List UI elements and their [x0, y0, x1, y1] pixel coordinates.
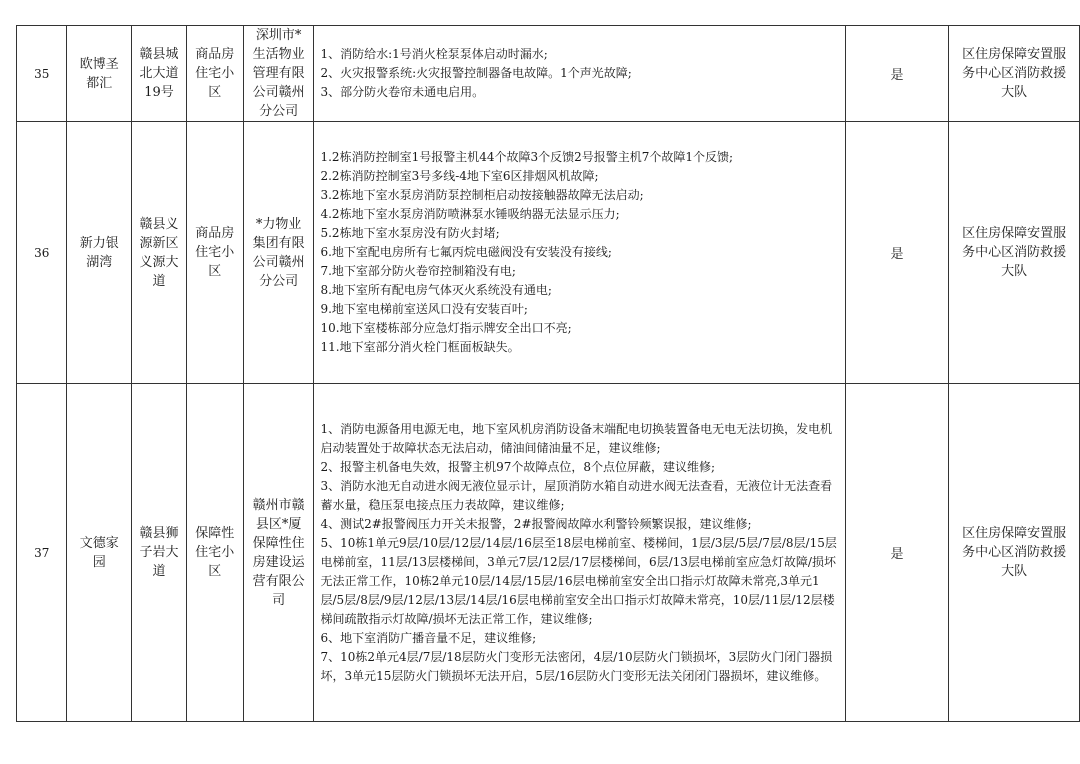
table-row [17, 26, 1080, 122]
address: 赣县狮子岩大道 [139, 526, 179, 579]
property-type-cell [186, 384, 243, 722]
table-body [17, 26, 1080, 722]
address: 赣县义源新区义源大道 [139, 216, 179, 289]
issue-item: 9.地下室电梯前室送风口没有安装百叶; [320, 302, 528, 316]
rectified-status: 是 [845, 122, 949, 384]
issue-item: 1.2栋消防控制室1号报警主机44个故障3个反馈2号报警主机7个故障1个反馈; [320, 150, 734, 164]
community-name-cell [67, 384, 132, 722]
responsible-unit: 区住房保障安置服务中心区消防救援大队 [962, 47, 1067, 100]
issue-item: 8.地下室所有配电房气体灭火系统没有通电; [320, 283, 552, 297]
management-company-cell [243, 384, 314, 722]
management-company-cell [243, 122, 314, 384]
issue-item: 11.地下室部分消火栓门框面板缺失。 [320, 340, 520, 354]
issue-item: 1、消防给水:1号消火栓泵泵体启动时漏水; [320, 47, 548, 61]
responsible-unit-cell [949, 384, 1080, 722]
management-company: *力物业集团有限公司赣州分公司 [252, 216, 305, 289]
community-name-cell [67, 26, 132, 122]
issue-item: 7.地下室部分防火卷帘控制箱没有电; [320, 264, 516, 278]
issue-item: 10.地下室楼栋部分应急灯指示牌安全出口不亮; [320, 321, 572, 335]
issue-item: 2.2栋消防控制室3号多线-4地下室6区排烟风机故障; [320, 169, 599, 183]
management-company-cell [243, 26, 314, 122]
issue-item: 5、10栋1单元9层/10层/12层/14层/16层至18层电梯前室、楼梯间，1层/3层/5层/7层/8层/15层电梯前室，11层/13层楼梯间，3单元7层/12层/17层楼梯间，6层/13层电梯前室应急灯故障/损坏无法正常工作，10栋2单元10层/14层/15层/16层电梯前室安全出口指示灯故障未常亮,3单元1层/5层/8层/9层/12层/13层/14层/16层电梯前室安全出口指示灯故障未常亮，10层/11层/12层楼梯间疏散指示灯故障/损坏无法正常工作，建议维修; [320, 535, 837, 626]
property-type-cell [186, 122, 243, 384]
community-name-cell [67, 122, 132, 384]
address-cell [132, 384, 187, 722]
issues-cell [314, 26, 845, 122]
address-cell [132, 26, 187, 122]
issue-item: 2、火灾报警系统:火灾报警控制器备电故障。1个声光故障; [320, 66, 632, 80]
issue-item: 7、10栋2单元4层/7层/18层防火门变形无法密闭，4层/10层防火门锁损坏，3层防火门闭门器损坏，3单元15层防火门锁损坏无法开启，5层/16层防火门变形无法关闭闭门器损坏，建议维修。 [320, 649, 833, 683]
table-row [17, 384, 1080, 722]
rectified-status: 是 [845, 384, 949, 722]
issue-item: 6.地下室配电房所有七氟丙烷电磁阀没有安装没有接线; [320, 245, 612, 259]
issue-item: 3、部分防火卷帘未通电启用。 [320, 85, 485, 99]
responsible-unit-cell [949, 26, 1080, 122]
rectified-status: 是 [845, 26, 949, 122]
table-row [17, 122, 1080, 384]
row-index: 35 [17, 26, 67, 122]
property-type: 保障性住宅小区 [195, 526, 235, 579]
property-type-cell [186, 26, 243, 122]
issue-item: 3.2栋地下室水泵房消防泵控制柜启动按接触器故障无法启动; [320, 188, 644, 202]
inspection-table [16, 25, 1080, 722]
issue-item: 3、消防水池无自动进水阀无液位显示计，屋顶消防水箱自动进水阀无法查看，无液位计无法查看蓄水量，稳压泵电接点压力表故障，建议维修; [320, 478, 833, 512]
community-name: 新力银湖湾 [79, 235, 119, 270]
issues-cell [314, 384, 845, 722]
issue-item: 6、地下室消防广播音量不足，建议维修; [320, 630, 537, 645]
issue-item: 1、消防电源备用电源无电，地下室风机房消防设备末端配电切换装置备电无电无法切换，发电机启动装置处于故障状态无法启动，储油间储油量不足，建议维修; [320, 421, 833, 455]
issues-cell [314, 122, 845, 384]
issue-item: 5.2栋地下室水泵房没有防火封堵; [320, 226, 500, 240]
community-name: 欧博圣都汇 [79, 56, 119, 91]
address: 赣县城北大道19号 [139, 47, 179, 100]
address-cell [132, 122, 187, 384]
management-company: 赣州市赣县区*厦保障性住房建设运营有限公司 [252, 497, 305, 608]
responsible-unit: 区住房保障安置服务中心区消防救援大队 [962, 226, 1067, 279]
property-type: 商品房住宅小区 [195, 226, 235, 279]
property-type: 商品房住宅小区 [195, 47, 235, 100]
community-name: 文德家园 [79, 535, 119, 570]
row-index: 37 [17, 384, 67, 722]
issue-item: 2、报警主机备电失效，报警主机97个故障点位，8个点位屏蔽，建议维修; [320, 459, 716, 474]
management-company: 深圳市*生活物业管理有限公司赣州分公司 [252, 28, 305, 119]
issue-item: 4、测试2#报警阀压力开关未报警，2#报警阀故障水利警铃频繁误报，建议维修; [320, 516, 752, 531]
row-index: 36 [17, 122, 67, 384]
responsible-unit-cell [949, 122, 1080, 384]
issue-item: 4.2栋地下室水泵房消防喷淋泵水锤吸纳器无法显示压力; [320, 207, 620, 221]
responsible-unit: 区住房保障安置服务中心区消防救援大队 [962, 526, 1067, 579]
